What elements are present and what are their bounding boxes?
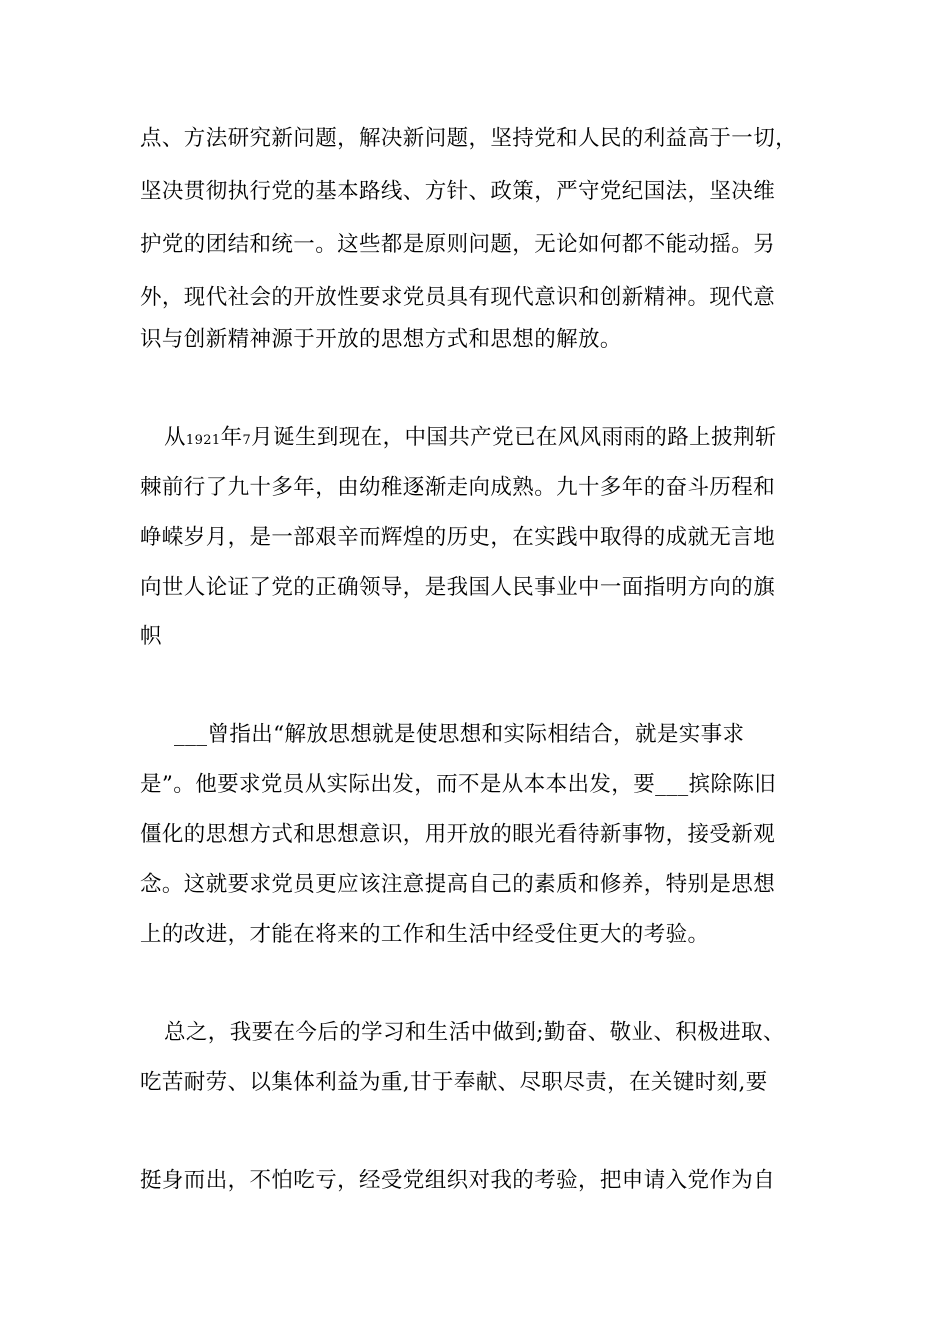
paragraph-1-line-3: 护党的团结和统一。这些都是原则问题，无论如何都不能动摇。另 [140, 232, 776, 257]
founding-year: 1921 [185, 433, 221, 448]
paragraph-2-text-2: 年 [220, 425, 243, 450]
paragraph-3-line-1: ___曾指出“解放思想就是使思想和实际相结合，就是实事求 [174, 722, 745, 747]
paragraph-1-line-4: 外，现代社会的开放性要求党员具有现代意识和创新精神。现代意 [140, 285, 776, 310]
paragraph-4-line-1: 总之，我要在今后的学习和生活中做到;勤奋、敬业、积极进取、 [164, 1020, 785, 1045]
paragraph-3-line-3: 僵化的思想方式和思想意识，用开放的眼光看待新事物，接受新观 [140, 822, 776, 847]
paragraph-1-line-1: 点、方法研究新问题，解决新问题，坚持党和人民的利益高于一切， [140, 126, 798, 151]
paragraph-4-line-2: 吃苦耐劳、以集体利益为重,甘于奉献、尽职尽责，在关键时刻,要 [140, 1070, 768, 1095]
paragraph-2-text-1: 从 [164, 425, 186, 450]
paragraph-2-line-2: 棘前行了九十多年，由幼稚逐渐走向成熟。九十多年的奋斗历程和 [140, 475, 776, 500]
paragraph-5-line-1: 挺身而出，不怕吃亏，经受党组织对我的考验，把申请入党作为自 [140, 1168, 776, 1193]
paragraph-2-line-4: 向世人论证了党的正确领导，是我国人民事业中一面指明方向的旗 [140, 575, 776, 600]
paragraph-3-line-2: 是”。他要求党员从实际出发，而不是从本本出发，要___摈除陈旧 [140, 772, 777, 797]
paragraph-2-text-3: 月诞生到现在，中国共产党已在风风雨雨的路上披荆斩 [251, 425, 777, 450]
paragraph-1-line-2: 坚决贯彻执行党的基本路线、方针、政策，严守党纪国法，坚决维 [140, 179, 776, 204]
paragraph-3-line-4: 念。这就要求党员更应该注意提高自己的素质和修养，特别是思想 [140, 872, 776, 897]
paragraph-2-line-1 [164, 423, 777, 456]
founding-month: 7 [242, 433, 252, 448]
paragraph-2-line-3: 峥嵘岁月，是一部艰辛而辉煌的历史，在实践中取得的成就无言地 [140, 525, 776, 550]
paragraph-3-line-5: 上的改进，才能在将来的工作和生活中经受住更大的考验。 [140, 922, 710, 947]
paragraph-2-line-5: 帜 [140, 624, 162, 649]
paragraph-1-line-5: 识与创新精神源于开放的思想方式和思想的解放。 [140, 327, 622, 352]
